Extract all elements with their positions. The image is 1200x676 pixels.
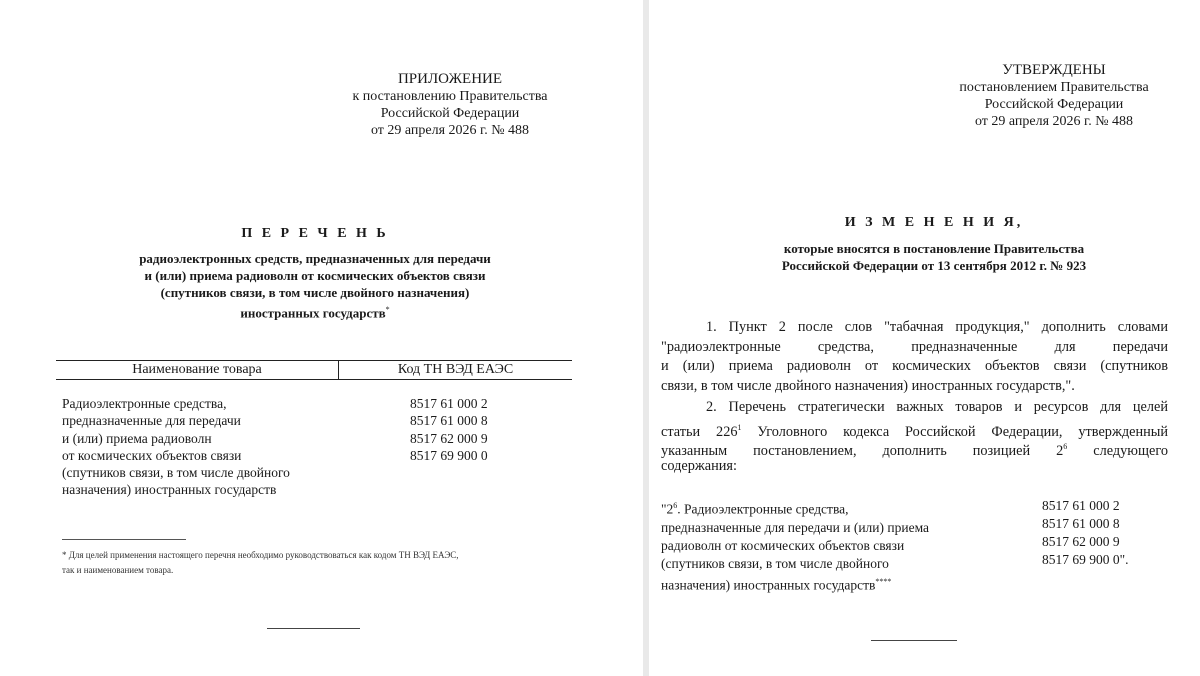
item-line: радиоволн от космических объектов связи <box>661 537 905 553</box>
code-line: 8517 61 000 2 <box>1042 498 1120 513</box>
table-cell-codes <box>410 395 560 464</box>
subtitle-line: которые вносятся в постановление Правительства <box>783 241 1085 256</box>
paragraph-line: связи, в том числе двойного назначения) иностранных государств,". <box>661 377 1075 394</box>
code-line: 8517 62 000 9 <box>1042 534 1120 549</box>
item-name <box>661 497 991 594</box>
approval-header <box>934 62 1174 130</box>
table-header-code: Код ТН ВЭД ЕАЭС <box>397 362 514 377</box>
cell-line: назначения) иностранных государств <box>62 482 277 498</box>
appendix-header <box>330 71 570 139</box>
item-line: "$2^6$. Радиоэлектронные средства, <box>661 501 849 517</box>
list-subtitle <box>60 250 570 321</box>
footnote-separator <box>62 539 186 540</box>
subtitle-line: и (или) приема радиоволн от космических объектов связи <box>144 268 486 283</box>
item-line: назначения) иностранных государств**** <box>661 576 892 592</box>
subtitle-line: иностранных государств* <box>240 305 390 321</box>
changes-title: И З М Е Н Е Н И Я, <box>844 215 1024 230</box>
code-line: 8517 61 000 8 <box>1042 516 1120 531</box>
paragraph-line: "радиоэлектронные средства, предназначенные для передачи <box>661 338 1168 355</box>
approval-ref-line: постановлением Правительства <box>959 80 1149 95</box>
paragraph-line: статьи $226^1$ Уголовного кодекса Российской Федерации, утвержденный <box>661 422 1169 440</box>
paragraph-line: 1. Пункт 2 после слов "табачная продукция," дополнить словами <box>706 319 1168 335</box>
list-title: П Е Р Е Ч Е Н Ь <box>241 226 389 241</box>
appendix-label: ПРИЛОЖЕНИЕ <box>397 71 503 87</box>
footnote <box>62 548 602 578</box>
document-page-right <box>649 0 1200 676</box>
paragraph-line: указанным постановлением, дополнить позицией $2^6$ следующего <box>661 442 1168 459</box>
paragraph-line: содержания: <box>661 457 737 474</box>
appendix-ref-line: Российской Федерации <box>380 106 520 121</box>
code-line: 8517 69 900 0 <box>410 447 488 463</box>
subtitle-line: (спутников связи, в том числе двойного назначения) <box>160 285 470 300</box>
cell-line: и (или) приема радиоволн <box>62 430 212 446</box>
paragraph-line: и (или) приема радиоволн от космических объектов связи (спутников <box>661 358 1168 374</box>
cell-line: от космических объектов связи <box>62 447 242 463</box>
paragraph-2 <box>661 398 1168 476</box>
changes-subtitle <box>699 240 1169 274</box>
table-header-name: Наименование товара <box>132 362 262 377</box>
cell-line: предназначенные для передачи <box>62 413 241 429</box>
item-line: предназначенные для передачи и (или) приема <box>661 519 930 535</box>
table-cell-name <box>62 395 337 499</box>
code-line: 8517 62 000 9 <box>410 430 488 446</box>
table-header-rule <box>56 379 572 380</box>
approval-label: УТВЕРЖДЕНЫ <box>1002 62 1106 78</box>
code-line: 8517 61 000 8 <box>410 413 488 429</box>
approval-ref-line: Российской Федерации <box>984 97 1124 112</box>
footnote-line: * Для целей применения настоящего перечня необходимо руководствоваться как кодом ТН ВЭД ЕАЭС, <box>62 550 459 560</box>
footnote-mark: * <box>385 305 390 314</box>
cell-line: Радиоэлектронные средства, <box>62 396 227 411</box>
end-rule <box>871 640 957 641</box>
paragraph-1 <box>661 318 1168 396</box>
item-line: (спутников связи, в том числе двойного <box>661 555 889 571</box>
approval-date-line: от 29 апреля 2026 г. № 488 <box>974 114 1134 129</box>
code-line: 8517 61 000 2 <box>410 396 488 411</box>
appendix-date-line: от 29 апреля 2026 г. № 488 <box>370 123 530 138</box>
end-rule <box>267 628 360 629</box>
item-codes <box>1042 497 1182 569</box>
subtitle-line: радиоэлектронных средств, предназначенных для передачи <box>139 251 491 266</box>
cell-line: (спутников связи, в том числе двойного <box>62 465 290 481</box>
table-top-rule <box>56 360 572 361</box>
appendix-ref-line: к постановлению Правительства <box>352 89 548 104</box>
subtitle-line: Российской Федерации от 13 сентября 2012 г. № 923 <box>781 258 1087 273</box>
code-line: 8517 69 900 0". <box>1042 552 1129 567</box>
footnote-line: так и наименованием товара. <box>62 565 174 575</box>
paragraph-line: 2. Перечень стратегически важных товаров и ресурсов для целей <box>706 399 1168 415</box>
